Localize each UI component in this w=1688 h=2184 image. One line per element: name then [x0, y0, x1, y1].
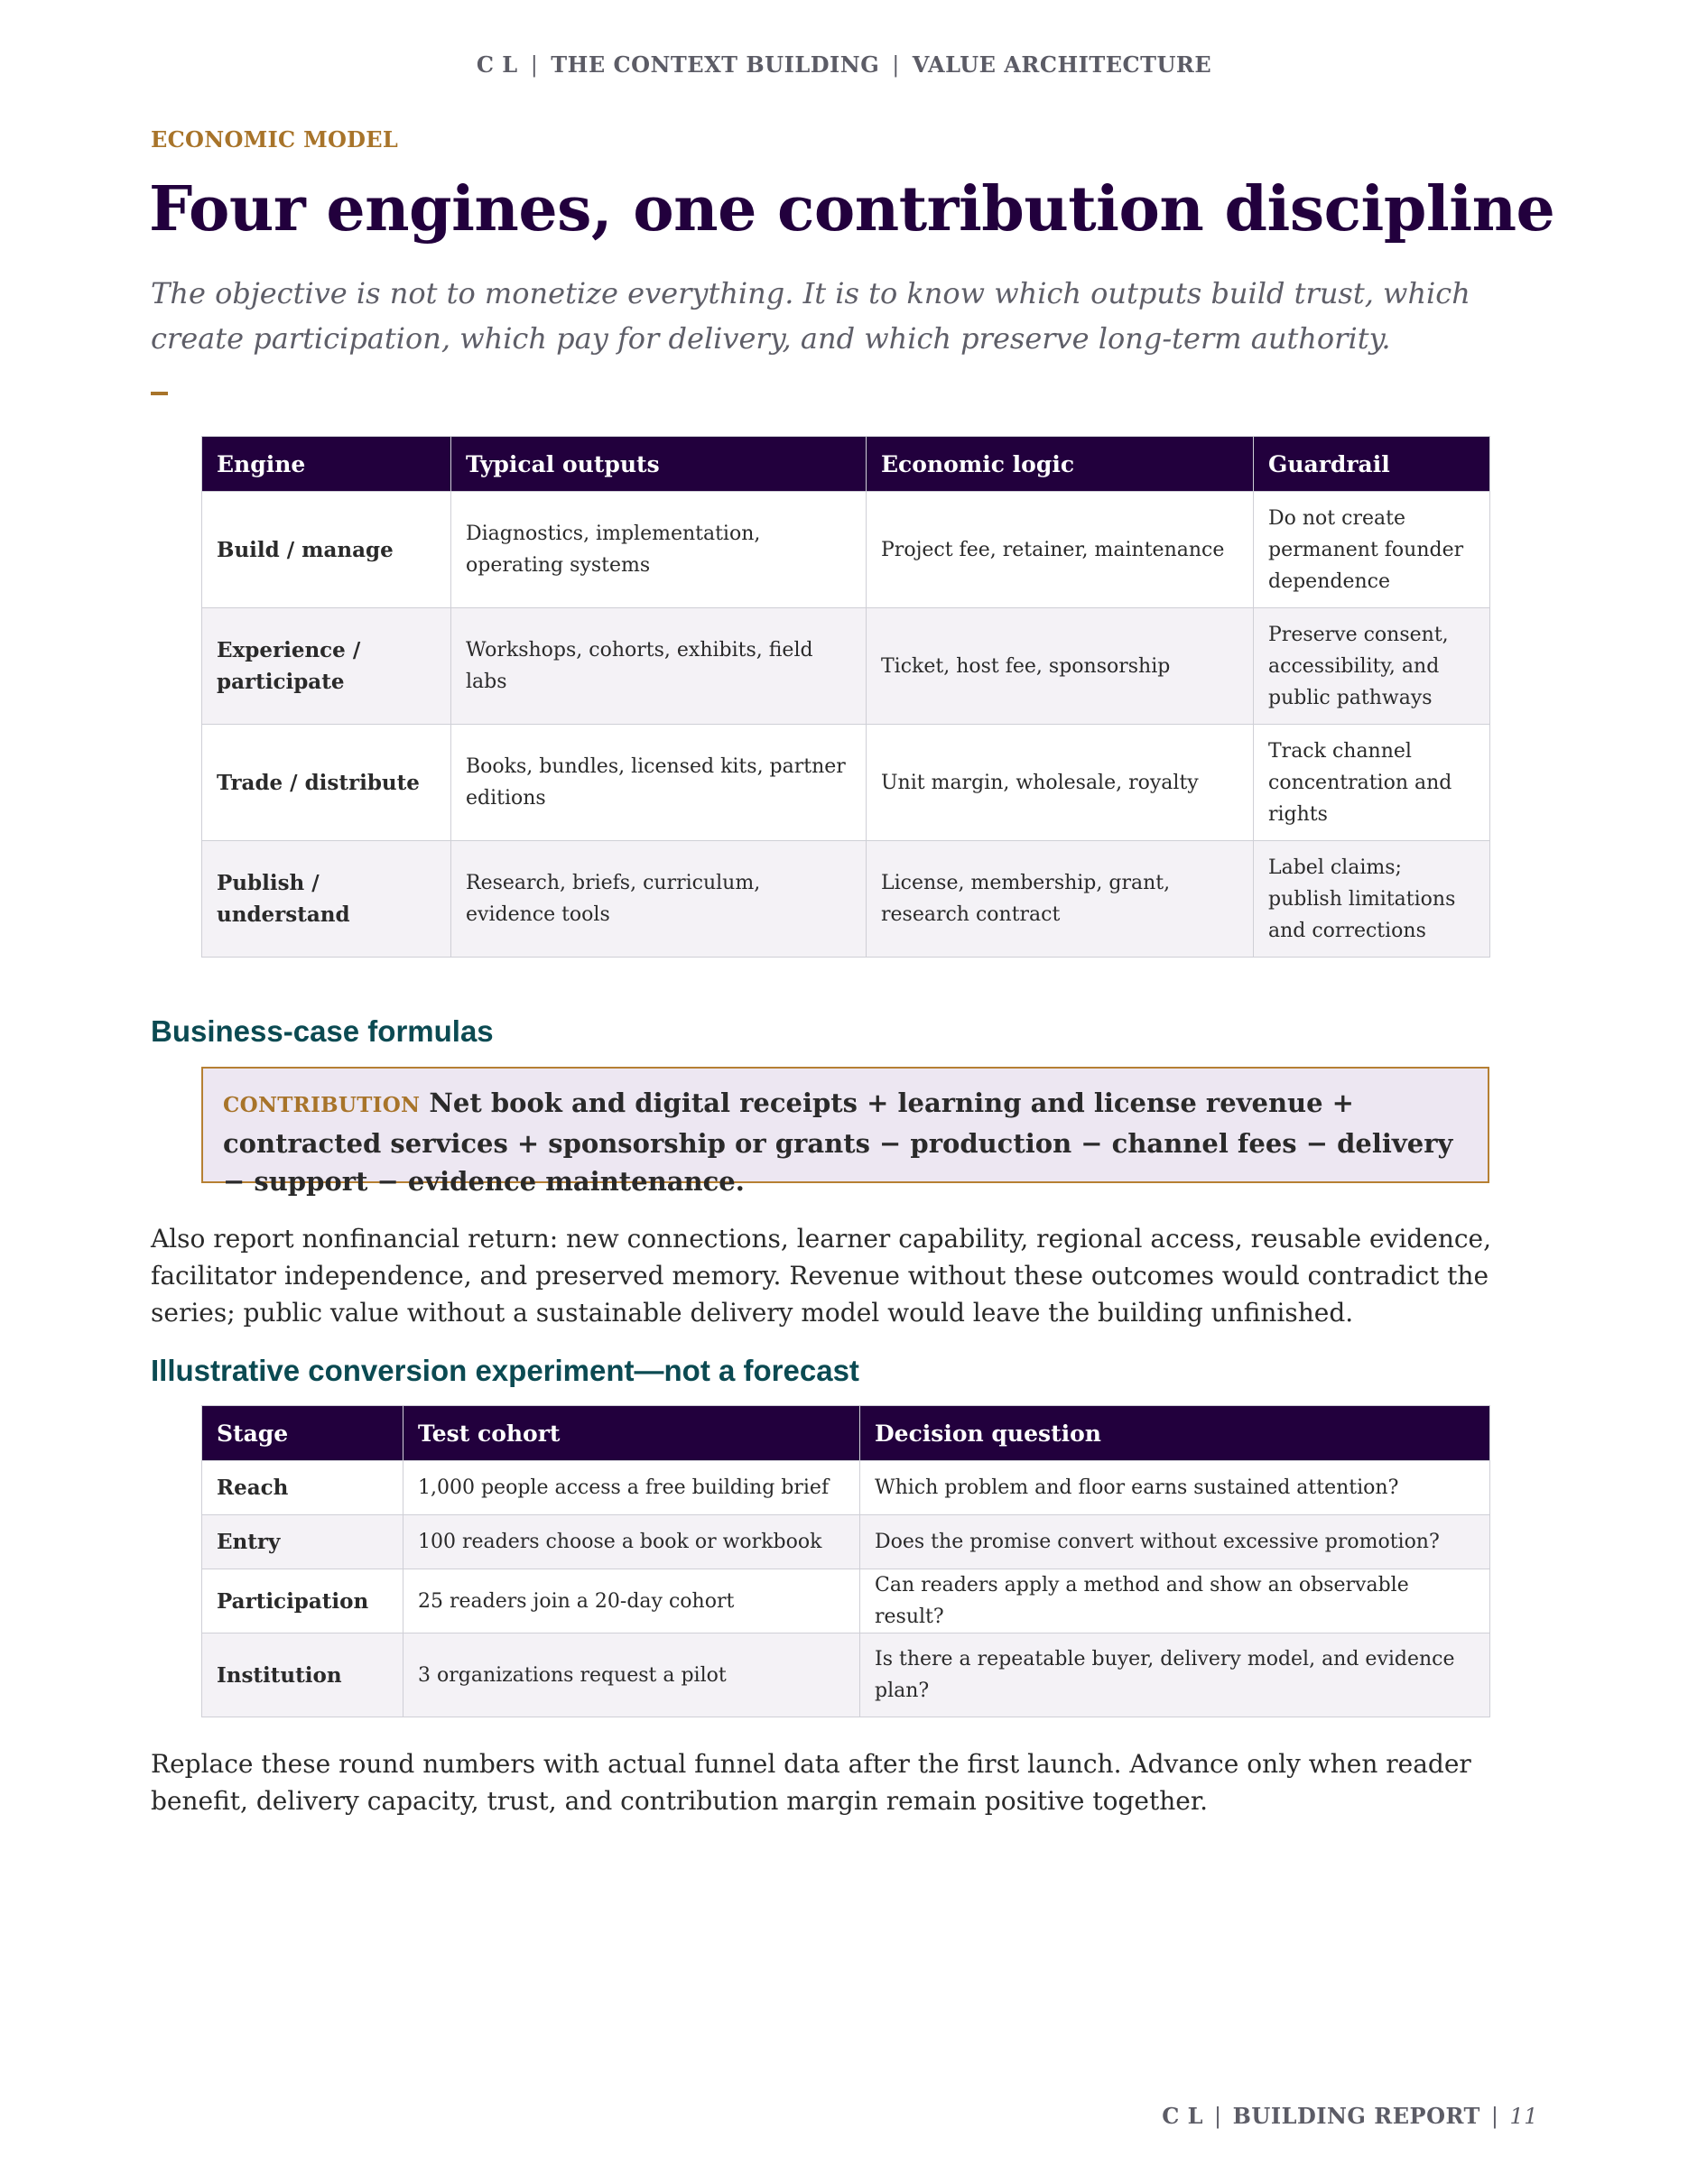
header-section: THE CONTEXT BUILDING [551, 51, 880, 78]
question-cell: Is there a repeatable buyer, delivery model, and evidence plan? [860, 1633, 1490, 1717]
body-paragraph: Replace these round numbers with actual funnel data after the first launch. Advance only when reader benefit, delivery capacity, trust, and contribution margin remain positive together. [151, 1749, 1471, 1816]
stage-cell: Participation [202, 1569, 403, 1633]
column-header: Guardrail [1254, 437, 1490, 492]
running-footer [1162, 2103, 1538, 2129]
running-header [0, 51, 1688, 78]
cohort-cell: 3 organizations request a pilot [403, 1633, 860, 1717]
guardrail-cell: Track channel concentration and rights [1254, 725, 1490, 841]
logic-cell: Unit margin, wholesale, royalty [867, 725, 1254, 841]
page-number: 11 [1509, 2104, 1538, 2129]
engine-cell: Trade / distribute [202, 725, 451, 841]
table-row [202, 841, 1490, 958]
logic-cell: Project fee, retainer, maintenance [867, 492, 1254, 608]
table-row [202, 1569, 1490, 1633]
engine-cell: Build / manage [202, 492, 451, 608]
table-row [202, 725, 1490, 841]
logic-cell: License, membership, grant, research contract [867, 841, 1254, 958]
table-row [202, 1515, 1490, 1569]
callout-tag: CONTRIBUTION [223, 1093, 421, 1117]
table-header-row [202, 437, 1490, 492]
contribution-callout [201, 1067, 1489, 1197]
column-header: Test cohort [403, 1406, 860, 1461]
logic-cell: Ticket, host fee, sponsorship [867, 608, 1254, 725]
table-header-row [202, 1406, 1490, 1461]
formulas-heading: Business-case formulas [151, 1014, 494, 1048]
footer-separator: | [1214, 2104, 1222, 2129]
engines-table [201, 436, 1490, 958]
question-cell: Does the promise convert without excessive promotion? [860, 1515, 1490, 1569]
column-header: Economic logic [867, 437, 1254, 492]
question-cell: Can readers apply a method and show an observable result? [860, 1569, 1490, 1633]
footer-brand: C L [1162, 2103, 1204, 2129]
header-separator: | [892, 52, 900, 78]
header-chapter: VALUE ARCHITECTURE [912, 51, 1212, 78]
outputs-cell: Books, bundles, licensed kits, partner editions [451, 725, 867, 841]
guardrail-cell: Do not create permanent founder dependence [1254, 492, 1490, 608]
table-row [202, 1461, 1490, 1515]
experiment-table [201, 1405, 1490, 1717]
outputs-cell: Diagnostics, implementation, operating systems [451, 492, 867, 608]
experiment-heading: Illustrative conversion experiment—not a forecast [151, 1354, 859, 1387]
column-header: Typical outputs [451, 437, 867, 492]
body-paragraph: Also report nonfinancial return: new connections, learner capability, regional access, reusable evidence, facilitator independence, and preserved memory. Revenue without these outcomes would contradict the series; public value without a sustainable delivery model would leave the building unfinished. [151, 1224, 1491, 1328]
footer-label: BUILDING REPORT [1232, 2103, 1480, 2129]
header-separator: | [530, 52, 539, 78]
guardrail-cell: Preserve consent, accessibility, and public pathways [1254, 608, 1490, 725]
stage-cell: Institution [202, 1633, 403, 1717]
question-cell: Which problem and floor earns sustained attention? [860, 1461, 1490, 1515]
cohort-cell: 1,000 people access a free building brief [403, 1461, 860, 1515]
page-title: Four engines, one contribution discipline [149, 173, 1555, 245]
table-row [202, 608, 1490, 725]
stage-cell: Entry [202, 1515, 403, 1569]
column-header: Engine [202, 437, 451, 492]
callout-text: Net book and digital receipts + learning and license revenue + contracted services + sponsorship or grants − production − channel fees − delivery − support − evidence maintenance. [223, 1087, 1453, 1197]
guardrail-cell: Label claims; publish limitations and corrections [1254, 841, 1490, 958]
section-eyebrow: ECONOMIC MODEL [151, 126, 399, 153]
cohort-cell: 25 readers join a 20-day cohort [403, 1569, 860, 1633]
outputs-cell: Research, briefs, curriculum, evidence tools [451, 841, 867, 958]
cohort-cell: 100 readers choose a book or workbook [403, 1515, 860, 1569]
column-header: Decision question [860, 1406, 1490, 1461]
accent-rule [151, 392, 168, 395]
outputs-cell: Workshops, cohorts, exhibits, field labs [451, 608, 867, 725]
stage-cell: Reach [202, 1461, 403, 1515]
footer-separator: | [1490, 2104, 1499, 2129]
column-header: Stage [202, 1406, 403, 1461]
engine-cell: Publish / understand [202, 841, 451, 958]
engine-cell: Experience / participate [202, 608, 451, 725]
header-brand: C L [476, 51, 518, 78]
page-dek: The objective is not to monetize everything. It is to know which outputs build trust, which create participation, which pay for delivery, and which preserve long-term authority. [151, 276, 1470, 356]
table-row [202, 1633, 1490, 1717]
table-row [202, 492, 1490, 608]
